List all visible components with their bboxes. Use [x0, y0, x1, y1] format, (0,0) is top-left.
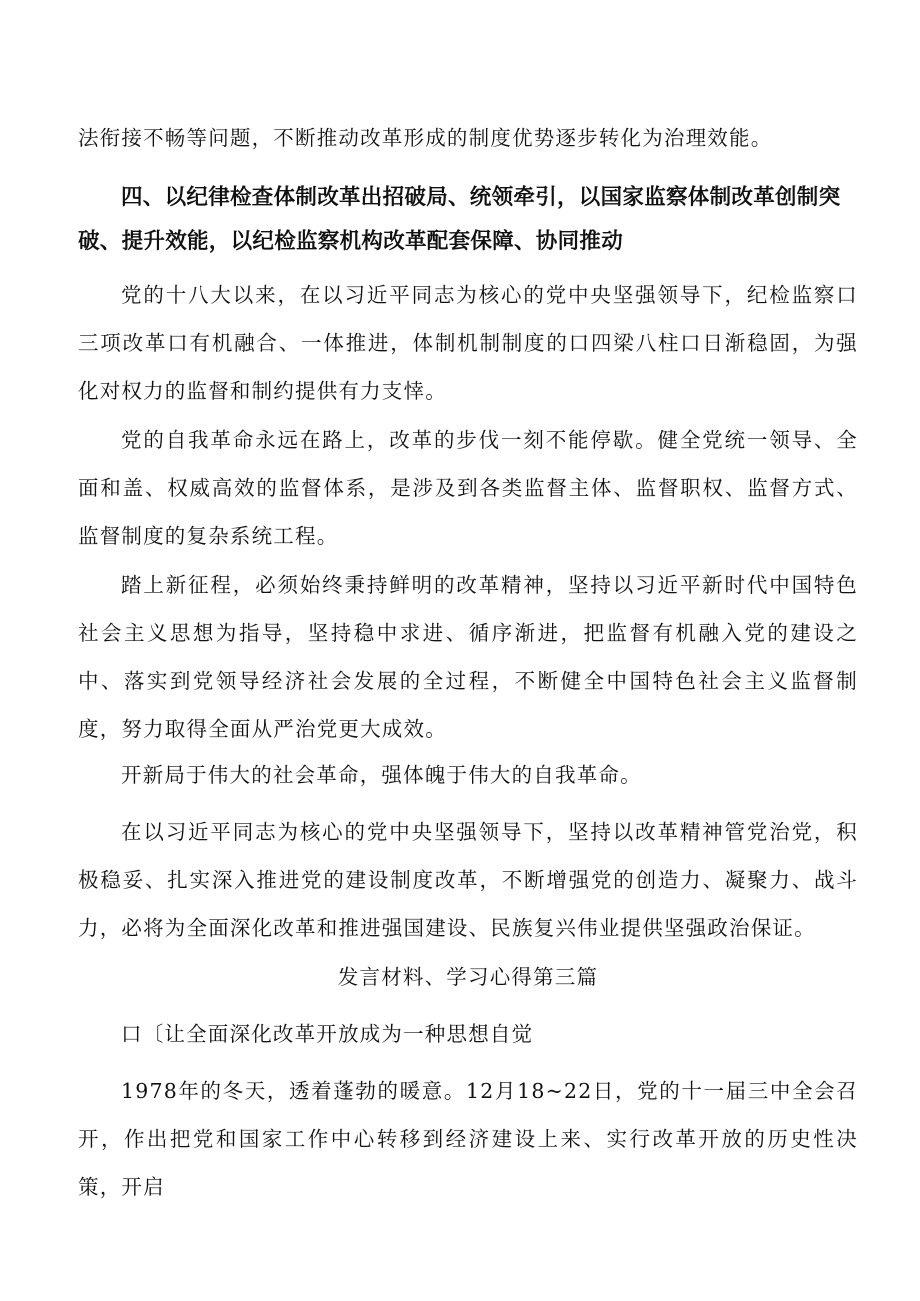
- subtitle: 口〔让全面深化改革开放成为一种思想自觉: [121, 1022, 534, 1046]
- paragraph-5: 在以习近平同志为核心的党中央坚强领导下，坚持以改革精神管党治党，积极稳妥、扎实深入推进党的建设制度改革，不断增强党的创造力、凝聚力、战斗力，必将为全面深化改革和推进强国建设、民族复兴伟业提供坚强政治保证。: [78, 820, 858, 940]
- paragraph-3: 踏上新征程，必须始终秉持鲜明的改革精神，坚持以习近平新时代中国特色社会主义思想为指导，坚持稳中求进、循序渐进，把监督有机融入党的建设之中、落实到党领导经济社会发展的全过程，不断健全中国特色社会主义监督制度，努力取得全面从严治党更大成效。: [78, 573, 858, 741]
- paragraph-continuation: 法衔接不畅等问题，不断推动改革形成的制度优势逐步转化为治理效能。: [78, 126, 773, 150]
- paragraph-6: 1978年的冬天，透着蓬勃的暖意。12月18~22日，党的十一届三中全会召开，作出把党和国家工作中心转移到经济建设上来、实行改革开放的历史性决策，开启: [78, 1079, 858, 1199]
- paragraph-1: 党的十八大以来，在以习近平同志为核心的党中央坚强领导下，纪检监察口三项改革口有机融合、一体推进，体制机制制度的口四梁八柱口日渐稳固，为强化对权力的监督和制约提供有力支悻。: [78, 283, 858, 403]
- paragraph-2: 党的自我革命永远在路上，改革的步伐一刻不能停歇。健全党统一领导、全面和盖、权威高效的监督体系，是涉及到各类监督主体、监督职权、监督方式、监督制度的复杂系统工程。: [78, 428, 858, 548]
- paragraph-4: 开新局于伟大的社会革命，强体魄于伟大的自我革命。: [121, 763, 642, 787]
- section-heading: 四、以纪律检查体制改革出招破局、统领牵引，以国家监察体制改革创制突破、提升效能，以纪检监察机构改革配套保障、协同推动: [78, 185, 841, 254]
- part-title: 发言材料、学习心得第三篇: [337, 965, 599, 989]
